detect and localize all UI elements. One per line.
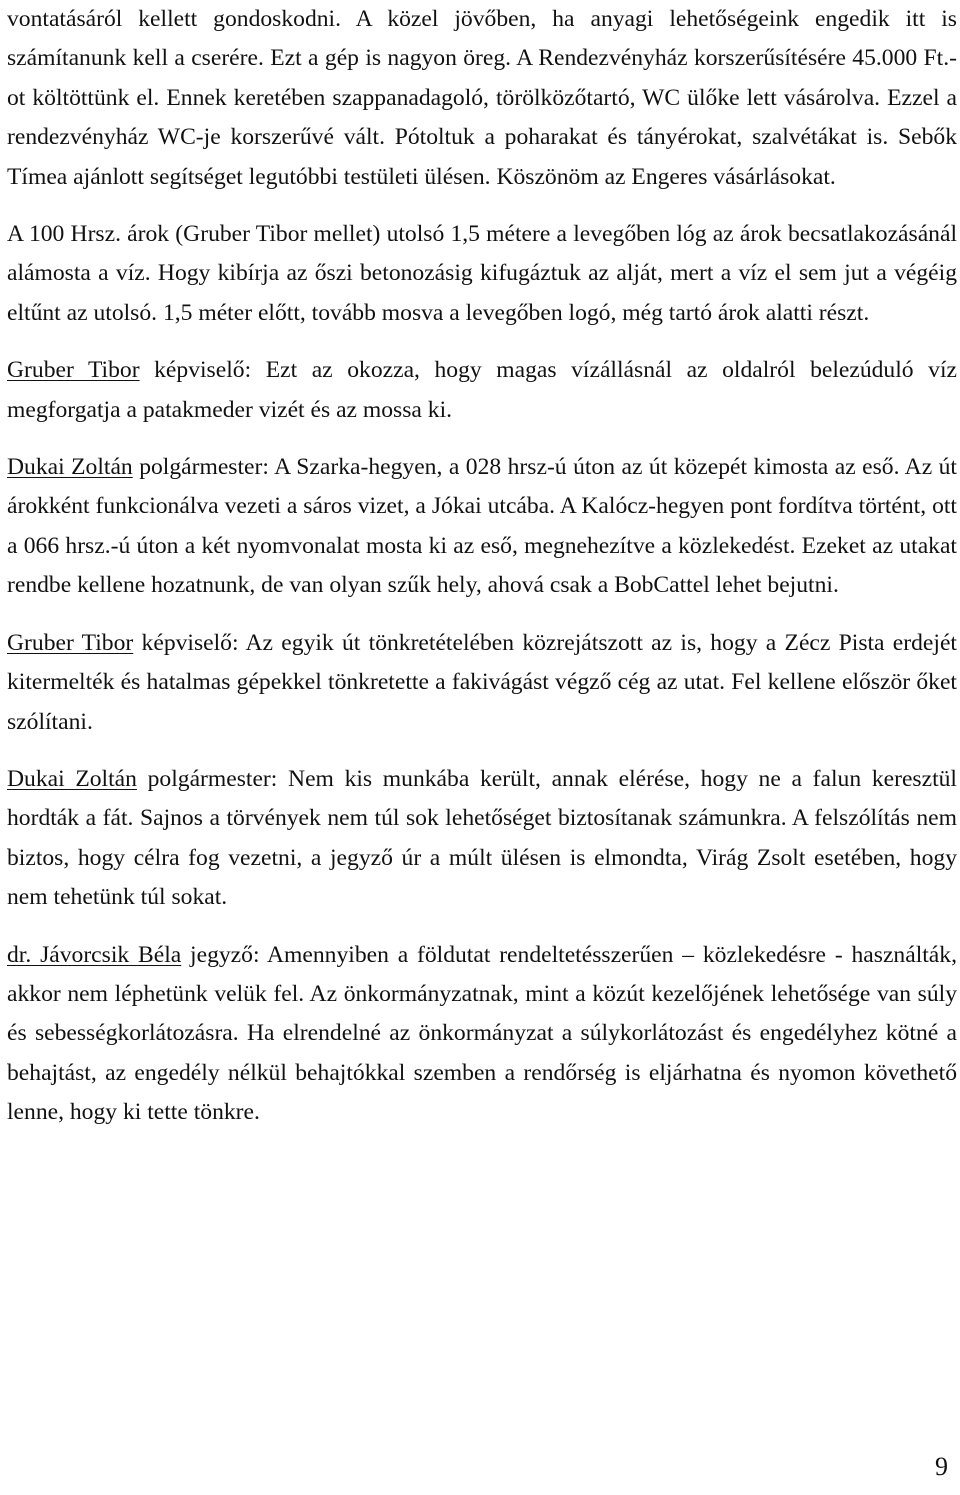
statement-text: polgármester: A Szarka-hegyen, a 028 hrsz-ú úton az út közepét kimosta az eső. Az út árokként funkcionálva vezeti a sáros vizet, a Jókai utcába. A Kalócz-hegyen pont fordítva történt, ott a 066 hrsz.-ú úton a két nyomvonalat mosta ki az eső, megnehezítve a közlekedést. Ezeket az utakat rendbe kellene hozatnunk, de van olyan szűk hely, ahová csak a BobCattel lehet bejutni.: [7, 454, 957, 599]
statement-text: képviselő: Ezt az okozza, hogy magas vízállásnál az oldalról belezúduló víz megforgatja a patakmeder vizét és az mossa ki.: [7, 357, 957, 423]
speaker-name: Gruber Tibor: [7, 629, 134, 656]
statement-javorcsik: [7, 936, 957, 1133]
speaker-name: Gruber Tibor: [7, 357, 140, 384]
intro-paragraph: vontatásáról kellett gondoskodni. A közel jövőben, ha anyagi lehetőségeink engedik itt is számítanunk kell a cserére. Ezt a gép is nagyon öreg. A Rendezvényház korszerűsítésére 45.000 Ft.-ot költöttünk el. Ennek keretében szappanadagoló, törölközőtartó, WC ülőke lett vásárolva. Ezzel a rendezvényház WC-je korszerűvé vált. Pótoltuk a poharakat és tányérokat, szalvétákat is. Sebők Tímea ajánlott segítséget legutóbbi testületi ülésen. Köszönöm az Engeres vásárlásokat.: [7, 6, 957, 190]
hrsz-paragraph: A 100 Hrsz. árok (Gruber Tibor mellet) utolsó 1,5 métere a levegőben lóg az árok becsatlakozásánál alámosta a víz. Hogy kibírja az őszi betonozásig kifugáztuk az alját, mert a víz el sem jut a végéig eltűnt az utolsó. 1,5 méter előtt, tovább mosva a levegőben logó, még tartó árok alatti részt.: [7, 221, 957, 326]
statement-dukai-2: [7, 760, 957, 918]
speaker-name: Dukai Zoltán: [7, 454, 133, 481]
statement-text: képviselő: Az egyik út tönkretételében közrejátszott az is, hogy a Zécz Pista erdejét kitermelték és hatalmas gépekkel tönkretette a fakivágást végző cég az utat. Fel kellene először őket szólítani.: [7, 629, 957, 735]
page-number: 9: [935, 1452, 948, 1481]
statement-gruber-1: [7, 351, 957, 430]
speaker-name: dr. Jávorcsik Béla: [7, 941, 182, 968]
statement-text: polgármester: Nem kis munkába került, annak elérése, hogy ne a falun keresztül hordták a fát. Sajnos a törvények nem túl sok lehetőséget biztosítanak számunkra. A felszólítás nem biztos, hogy célra fog vezetni, a jegyző úr a múlt ülésen is elmondta, Virág Zsolt esetében, hogy nem tehetünk túl sokat.: [7, 765, 957, 911]
statement-text: jegyző: Amennyiben a földutat rendeltetésszerűen – közlekedésre - használták, akkor nem léphetünk velük fel. Az önkormányzatnak, mint a közút kezelőjének lehetősége van súly és sebességkorlátozásra. Ha elrendelné az önkormányzat a súlykorlátozást és engedélyhez kötné a behajtást, az engedély nélkül behajtókkal szemben a rendőrség is eljárhatna és nyomon követhető lenne, hogy ki tette tönkre.: [7, 941, 957, 1126]
statement-gruber-2: [7, 624, 957, 742]
document-page: [7, 0, 957, 1133]
statement-dukai-1: [7, 448, 957, 606]
speaker-name: Dukai Zoltán: [7, 765, 137, 792]
